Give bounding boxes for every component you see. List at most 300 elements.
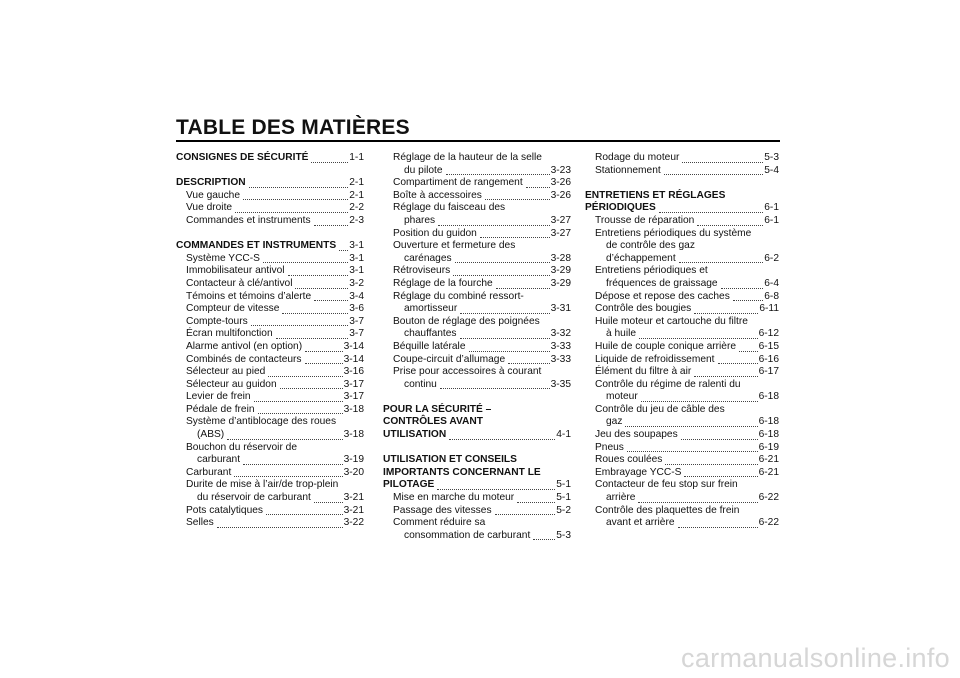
toc-entry[interactable] bbox=[585, 517, 779, 530]
toc-entry-title: CONSIGNES DE SÉCURITÉ bbox=[176, 152, 309, 163]
toc-leader-dots bbox=[234, 476, 342, 477]
toc-page-number: 5-2 bbox=[556, 504, 571, 516]
toc-section-heading[interactable] bbox=[585, 202, 779, 215]
toc-entry[interactable] bbox=[383, 517, 571, 530]
toc-entry[interactable] bbox=[585, 404, 779, 417]
toc-entry-title: COMMANDES ET INSTRUMENTS bbox=[176, 240, 337, 252]
toc-entry[interactable] bbox=[383, 303, 571, 316]
toc-entry[interactable] bbox=[383, 177, 571, 190]
toc-entry-title: Trousse de réparation bbox=[595, 214, 695, 226]
toc-entry[interactable] bbox=[383, 505, 571, 518]
toc-entry[interactable] bbox=[383, 354, 571, 367]
toc-entry[interactable] bbox=[383, 202, 571, 215]
toc-entry-title: Compteur de vitesse bbox=[186, 303, 280, 315]
toc-page-number: 3-26 bbox=[550, 177, 571, 189]
toc-leader-dots bbox=[508, 363, 549, 364]
toc-page-number: 3-28 bbox=[550, 252, 571, 264]
toc-entry-title: Combinés de contacteurs bbox=[186, 353, 302, 365]
toc-entry-title: Carburant bbox=[186, 466, 232, 478]
toc-leader-dots bbox=[739, 351, 758, 352]
toc-leader-dots bbox=[295, 288, 348, 289]
toc-entry-title: d’échappement bbox=[606, 252, 676, 264]
toc-leader-dots bbox=[314, 225, 349, 226]
toc-page-number: 3-7 bbox=[349, 328, 364, 340]
toc-entry[interactable] bbox=[383, 240, 571, 253]
toc-page-number: 1-1 bbox=[349, 152, 364, 163]
toc-entry[interactable] bbox=[383, 278, 571, 291]
toc-entry-title: Réglage de la fourche bbox=[393, 277, 493, 289]
toc-page-number: 3-20 bbox=[343, 466, 364, 478]
toc-page-number: 3-17 bbox=[343, 378, 364, 390]
toc-spacer bbox=[176, 165, 364, 178]
toc-leader-dots bbox=[440, 388, 550, 389]
toc-entry[interactable] bbox=[383, 530, 571, 543]
toc-entry-title: Entretiens périodiques du système bbox=[595, 227, 752, 239]
toc-entry[interactable] bbox=[383, 366, 571, 379]
toc-leader-dots bbox=[266, 514, 343, 515]
toc-leader-dots bbox=[526, 187, 550, 188]
toc-page-number: 6-18 bbox=[758, 429, 779, 441]
toc-leader-dots bbox=[449, 439, 555, 440]
toc-entry-title: Écran multifonction bbox=[186, 328, 273, 340]
toc-leader-dots bbox=[339, 250, 348, 251]
toc-page-number: 3-1 bbox=[349, 240, 364, 252]
toc-entry-title: Stationnement bbox=[595, 164, 661, 176]
toc-entry[interactable] bbox=[176, 215, 364, 228]
toc-entry[interactable] bbox=[176, 303, 364, 316]
toc-entry[interactable] bbox=[585, 479, 779, 492]
toc-entry[interactable] bbox=[176, 265, 364, 278]
toc-entry[interactable] bbox=[176, 278, 364, 291]
toc-leader-dots bbox=[694, 376, 757, 377]
toc-spacer bbox=[383, 391, 571, 404]
toc-entry[interactable] bbox=[176, 190, 364, 203]
toc-leader-dots bbox=[280, 388, 343, 389]
toc-entry-title: DESCRIPTION bbox=[176, 177, 246, 189]
toc-leader-dots bbox=[480, 237, 550, 238]
toc-page-number: 6-8 bbox=[764, 290, 779, 302]
toc-entry-title: Bouton de réglage des poignées bbox=[393, 315, 540, 327]
toc-entry[interactable] bbox=[585, 165, 779, 178]
toc-page-number: 6-17 bbox=[758, 366, 779, 378]
toc-entry[interactable] bbox=[585, 492, 779, 505]
toc-entry-title: Pédale de frein bbox=[186, 403, 255, 415]
toc-page-number: 5-3 bbox=[764, 152, 779, 163]
toc-entry[interactable] bbox=[585, 215, 779, 228]
toc-entry-title: Compte-tours bbox=[186, 315, 248, 327]
toc-entry-title: Réglage du combiné ressort- bbox=[393, 290, 524, 302]
toc-entry-title: Immobilisateur antivol bbox=[186, 265, 285, 277]
toc-section-heading[interactable] bbox=[383, 429, 571, 442]
toc-leader-dots bbox=[517, 502, 555, 503]
toc-page-number: 2-1 bbox=[349, 189, 364, 201]
toc-entry-title: Boîte à accessoires bbox=[393, 189, 482, 201]
toc-entry[interactable] bbox=[176, 517, 364, 530]
toc-entry[interactable] bbox=[585, 265, 779, 278]
toc-page-number: 2-2 bbox=[349, 202, 364, 214]
toc-entry[interactable] bbox=[383, 215, 571, 228]
toc-entry[interactable] bbox=[585, 354, 779, 367]
toc-entry-title: Pots catalytiques bbox=[186, 504, 264, 516]
toc-page-number: 3-16 bbox=[343, 366, 364, 378]
toc-entry[interactable] bbox=[585, 341, 779, 354]
toc-entry[interactable] bbox=[585, 366, 779, 379]
toc-entry[interactable] bbox=[176, 454, 364, 467]
toc-page-number: 6-22 bbox=[758, 492, 779, 504]
toc-entry[interactable] bbox=[383, 265, 571, 278]
toc-leader-dots bbox=[495, 514, 556, 515]
toc-entry-title: Rétroviseurs bbox=[393, 265, 451, 277]
toc-entry-title: Béquille latérale bbox=[393, 340, 466, 352]
toc-entry[interactable] bbox=[585, 278, 779, 291]
toc-entry-title: Bouchon du réservoir de bbox=[186, 441, 297, 453]
toc-leader-dots bbox=[276, 338, 349, 339]
toc-entry[interactable] bbox=[585, 303, 779, 316]
toc-leader-dots bbox=[305, 351, 343, 352]
toc-leader-dots bbox=[659, 212, 764, 213]
toc-leader-dots bbox=[305, 363, 343, 364]
toc-page-number: 6-1 bbox=[764, 214, 779, 226]
toc-entry-title: consommation de carburant bbox=[404, 529, 531, 541]
toc-entry[interactable] bbox=[585, 467, 779, 480]
toc-page-number: 6-15 bbox=[758, 340, 779, 352]
toc-leader-dots bbox=[311, 162, 348, 163]
toc-entry-title: Comment réduire sa bbox=[393, 517, 486, 529]
toc-entry[interactable] bbox=[176, 467, 364, 480]
toc-leader-dots bbox=[641, 401, 758, 402]
toc-page-number: 6-22 bbox=[758, 517, 779, 529]
toc-page-number: 3-23 bbox=[550, 164, 571, 176]
toc-leader-dots bbox=[282, 313, 348, 314]
toc-page-number: 3-18 bbox=[343, 403, 364, 415]
toc-leader-dots bbox=[533, 539, 555, 540]
toc-page-number: 3-2 bbox=[349, 277, 364, 289]
toc-entry[interactable] bbox=[176, 253, 364, 266]
toc-entry[interactable] bbox=[585, 240, 779, 253]
toc-page-number: 3-29 bbox=[550, 277, 571, 289]
toc-entry[interactable] bbox=[176, 492, 364, 505]
toc-entry-title: Témoins et témoins d’alerte bbox=[186, 290, 312, 302]
toc-entry[interactable] bbox=[585, 505, 779, 518]
toc-page-number: 5-4 bbox=[764, 164, 779, 176]
toc-entry-title: Réglage de la hauteur de la selle bbox=[393, 152, 542, 163]
toc-page-number: 6-11 bbox=[759, 303, 779, 315]
toc-section-heading[interactable] bbox=[176, 177, 364, 190]
toc-page-number: 6-21 bbox=[758, 454, 779, 466]
toc-entry-title: UTILISATION bbox=[383, 429, 447, 441]
toc-leader-dots bbox=[681, 439, 758, 440]
toc-leader-dots bbox=[460, 313, 549, 314]
toc-leader-dots bbox=[697, 225, 763, 226]
toc-entry[interactable] bbox=[585, 152, 779, 165]
toc-page-number: 6-16 bbox=[758, 353, 779, 365]
toc-section-heading[interactable] bbox=[383, 454, 571, 467]
toc-leader-dots bbox=[733, 300, 763, 301]
toc-leader-dots bbox=[235, 212, 348, 213]
toc-entry-title: Élément du filtre à air bbox=[595, 366, 692, 378]
toc-leader-dots bbox=[314, 502, 343, 503]
toc-entry-title: POUR LA SÉCURITÉ – bbox=[383, 403, 492, 415]
toc-leader-dots bbox=[455, 262, 550, 263]
toc-entry-title: chauffantes bbox=[404, 328, 457, 340]
toc-entry[interactable] bbox=[176, 379, 364, 392]
toc-leader-dots bbox=[243, 464, 343, 465]
toc-leader-dots bbox=[684, 476, 757, 477]
toc-entry-title: Selles bbox=[186, 517, 214, 529]
toc-entry-title: Contrôle du jeu de câble des bbox=[595, 403, 725, 415]
toc-entry-title: Sélecteur au pied bbox=[186, 366, 266, 378]
toc-entry-title: Contrôle des plaquettes de frein bbox=[595, 504, 740, 516]
toc-entry[interactable] bbox=[176, 291, 364, 304]
toc-page-number: 3-33 bbox=[550, 353, 571, 365]
toc-page-number: 6-2 bbox=[764, 252, 779, 264]
toc-entry-title: moteur bbox=[606, 391, 638, 403]
toc-page-number: 4-1 bbox=[556, 429, 571, 441]
toc-leader-dots bbox=[664, 174, 764, 175]
toc-entry-title: Compartiment de rangement bbox=[393, 177, 523, 189]
toc-entry-title: Pneus bbox=[595, 441, 624, 453]
toc-section-heading[interactable] bbox=[383, 404, 571, 417]
toc-spacer bbox=[383, 442, 571, 455]
toc-leader-dots bbox=[314, 300, 348, 301]
toc-page-number: 5-3 bbox=[556, 529, 571, 541]
toc-page-number: 3-7 bbox=[349, 315, 364, 327]
toc-leader-dots bbox=[718, 363, 758, 364]
toc-entry-title: (ABS) bbox=[197, 429, 225, 441]
toc-page-number: 6-18 bbox=[758, 391, 779, 403]
toc-page-number: 3-4 bbox=[349, 290, 364, 302]
toc-entry[interactable] bbox=[585, 253, 779, 266]
toc-page-number: 3-35 bbox=[550, 378, 571, 390]
toc-entry-title: Alarme antivol (en option) bbox=[186, 340, 303, 352]
toc-leader-dots bbox=[217, 527, 343, 528]
toc-leader-dots bbox=[665, 464, 757, 465]
toc-entry-title: arrière bbox=[606, 492, 636, 504]
toc-entry-title: Huile de couple conique arrière bbox=[595, 340, 737, 352]
toc-entry-title: de contrôle des gaz bbox=[606, 240, 695, 252]
toc-entry[interactable] bbox=[585, 328, 779, 341]
toc-page-number: 3-26 bbox=[550, 189, 571, 201]
toc-entry[interactable] bbox=[383, 152, 571, 165]
toc-spacer bbox=[585, 177, 779, 190]
toc-entry[interactable] bbox=[176, 341, 364, 354]
toc-entry-title: Liquide de refroidissement bbox=[595, 353, 715, 365]
toc-page-number: 3-31 bbox=[550, 303, 571, 315]
toc-entry[interactable] bbox=[383, 316, 571, 329]
toc-leader-dots bbox=[485, 199, 550, 200]
toc-entry-title: Levier de frein bbox=[186, 391, 251, 403]
toc-page-number: 3-32 bbox=[550, 328, 571, 340]
toc-entry-title: Rodage du moteur bbox=[595, 152, 680, 163]
toc-entry-title: continu bbox=[404, 378, 437, 390]
toc-leader-dots bbox=[249, 187, 349, 188]
toc-page-number: 3-1 bbox=[349, 265, 364, 277]
toc-page-number: 3-27 bbox=[550, 214, 571, 226]
toc-leader-dots bbox=[268, 376, 342, 377]
toc-entry[interactable] bbox=[585, 391, 779, 404]
toc-entry-title: IMPORTANTS CONCERNANT LE bbox=[383, 466, 541, 478]
toc-entry[interactable] bbox=[585, 416, 779, 429]
toc-entry[interactable] bbox=[383, 328, 571, 341]
toc-entry-title: du pilote bbox=[404, 164, 443, 176]
toc-entry-title: Vue gauche bbox=[186, 189, 241, 201]
toc-leader-dots bbox=[446, 174, 550, 175]
toc-entry-title: Passage des vitesses bbox=[393, 504, 492, 516]
toc-page-number: 6-18 bbox=[758, 416, 779, 428]
toc-entry-title: gaz bbox=[606, 416, 623, 428]
toc-entry[interactable] bbox=[383, 165, 571, 178]
toc-section-heading[interactable] bbox=[383, 479, 571, 492]
watermark: carmanualsonline.info bbox=[681, 643, 950, 673]
toc-entry-title: phares bbox=[404, 214, 436, 226]
toc-page-number: 6-4 bbox=[764, 277, 779, 289]
toc-entry[interactable] bbox=[383, 253, 571, 266]
toc-entry-title: Contacteur à clé/antivol bbox=[186, 277, 293, 289]
toc-entry[interactable] bbox=[383, 291, 571, 304]
toc-leader-dots bbox=[469, 351, 550, 352]
toc-leader-dots bbox=[627, 451, 758, 452]
toc-leader-dots bbox=[678, 527, 758, 528]
toc-entry-title: Sélecteur au guidon bbox=[186, 378, 277, 390]
toc-entry-title: Contacteur de feu stop sur frein bbox=[595, 479, 738, 491]
toc-entry[interactable] bbox=[176, 416, 364, 429]
toc-leader-dots bbox=[258, 413, 343, 414]
toc-entry[interactable] bbox=[176, 391, 364, 404]
toc-column-1 bbox=[176, 152, 364, 530]
toc-page-number: 6-12 bbox=[758, 328, 779, 340]
toc-entry[interactable] bbox=[176, 429, 364, 442]
toc-page-number: 3-33 bbox=[550, 340, 571, 352]
toc-entry[interactable] bbox=[383, 190, 571, 203]
toc-entry-title: Ouverture et fermeture des bbox=[393, 240, 516, 252]
toc-entry-title: Vue droite bbox=[186, 202, 233, 214]
toc-section-heading[interactable] bbox=[383, 467, 571, 480]
toc-entry-title: Coupe-circuit d’allumage bbox=[393, 353, 506, 365]
toc-section-heading[interactable] bbox=[176, 240, 364, 253]
toc-entry[interactable] bbox=[585, 228, 779, 241]
toc-entry[interactable] bbox=[176, 354, 364, 367]
toc-entry[interactable] bbox=[585, 442, 779, 455]
toc-entry[interactable] bbox=[383, 341, 571, 354]
toc-page-number: 3-17 bbox=[343, 391, 364, 403]
toc-section-heading[interactable] bbox=[585, 190, 779, 203]
toc-entry[interactable] bbox=[585, 316, 779, 329]
toc-entry[interactable] bbox=[383, 379, 571, 392]
toc-page-number: 5-1 bbox=[556, 492, 571, 504]
title-rule bbox=[176, 140, 780, 142]
toc-page-number: 6-1 bbox=[764, 202, 779, 214]
toc-entry[interactable] bbox=[176, 316, 364, 329]
toc-page-number: 6-21 bbox=[758, 466, 779, 478]
toc-page-number: 2-1 bbox=[349, 177, 364, 189]
toc-entry-title: Embrayage YCC-S bbox=[595, 466, 682, 478]
toc-entry-title: Contrôle du régime de ralenti du bbox=[595, 378, 741, 390]
toc-leader-dots bbox=[288, 275, 349, 276]
toc-entry-title: fréquences de graissage bbox=[606, 277, 718, 289]
toc-section-heading[interactable] bbox=[176, 152, 364, 165]
toc-leader-dots bbox=[437, 489, 555, 490]
toc-section-heading[interactable] bbox=[383, 416, 571, 429]
toc-entry-title: Entretiens périodiques et bbox=[595, 265, 708, 277]
page-title: TABLE DES MATIÈRES bbox=[176, 116, 410, 139]
toc-entry[interactable] bbox=[383, 228, 571, 241]
toc-entry-title: amortisseur bbox=[404, 303, 458, 315]
toc-entry-title: Dépose et repose des caches bbox=[595, 290, 730, 302]
toc-page-number: 3-1 bbox=[349, 252, 364, 264]
toc-column-3 bbox=[585, 152, 779, 530]
toc-page-number: 3-21 bbox=[343, 504, 364, 516]
toc-entry-title: Réglage du faisceau des bbox=[393, 202, 506, 214]
toc-entry-title: Mise en marche du moteur bbox=[393, 492, 515, 504]
toc-entry-title: Durite de mise à l’air/de trop-plein bbox=[186, 479, 339, 491]
toc-entry[interactable] bbox=[176, 505, 364, 518]
toc-entry-title: Système YCC-S bbox=[186, 252, 260, 264]
toc-entry[interactable] bbox=[176, 366, 364, 379]
toc-entry-title: Contrôle des bougies bbox=[595, 303, 692, 315]
toc-entry-title: CONTRÔLES AVANT bbox=[383, 416, 483, 428]
toc-spacer bbox=[176, 228, 364, 241]
toc-page-number: 3-18 bbox=[343, 429, 364, 441]
toc-leader-dots bbox=[721, 288, 764, 289]
toc-entry[interactable] bbox=[585, 454, 779, 467]
toc-entry-title: PILOTAGE bbox=[383, 479, 435, 491]
toc-entry-title: PÉRIODIQUES bbox=[585, 202, 656, 214]
toc-entry-title: Jeu des soupapes bbox=[595, 429, 678, 441]
toc-leader-dots bbox=[453, 275, 549, 276]
toc-entry-title: Prise pour accessoires à courant bbox=[393, 366, 542, 378]
toc-entry-title: Huile moteur et cartouche du filtre bbox=[595, 315, 748, 327]
toc-entry-title: à huile bbox=[606, 328, 637, 340]
toc-leader-dots bbox=[496, 288, 550, 289]
toc-page-number: 3-27 bbox=[550, 227, 571, 239]
toc-entry[interactable] bbox=[176, 202, 364, 215]
toc-leader-dots bbox=[638, 502, 757, 503]
toc-page-number: 6-19 bbox=[758, 441, 779, 453]
toc-entry[interactable] bbox=[176, 479, 364, 492]
toc-leader-dots bbox=[251, 325, 349, 326]
toc-entry-title: Position du guidon bbox=[393, 227, 477, 239]
toc-entry[interactable] bbox=[383, 492, 571, 505]
toc-page-number: 3-14 bbox=[343, 353, 364, 365]
toc-leader-dots bbox=[679, 262, 764, 263]
toc-entry-title: Commandes et instruments bbox=[186, 214, 311, 226]
toc-entry-title: Roues coulées bbox=[595, 454, 663, 466]
toc-entry[interactable] bbox=[585, 379, 779, 392]
toc-page-number: 3-14 bbox=[343, 340, 364, 352]
toc-leader-dots bbox=[460, 338, 550, 339]
toc-entry-title: UTILISATION ET CONSEILS bbox=[383, 454, 517, 466]
toc-leader-dots bbox=[438, 225, 549, 226]
toc-leader-dots bbox=[243, 199, 348, 200]
toc-page-number: 3-21 bbox=[343, 492, 364, 504]
toc-entry[interactable] bbox=[176, 442, 364, 455]
toc-entry-title: du réservoir de carburant bbox=[197, 492, 311, 504]
toc-page-number: 3-22 bbox=[343, 517, 364, 529]
toc-leader-dots bbox=[694, 313, 758, 314]
toc-entry-title: ENTRETIENS ET RÉGLAGES bbox=[585, 189, 726, 201]
toc-leader-dots bbox=[682, 162, 763, 163]
toc-leader-dots bbox=[254, 401, 343, 402]
toc-leader-dots bbox=[625, 426, 757, 427]
toc-entry[interactable] bbox=[585, 429, 779, 442]
toc-entry[interactable] bbox=[176, 328, 364, 341]
toc-page-number: 5-1 bbox=[556, 479, 571, 491]
toc-entry[interactable] bbox=[176, 404, 364, 417]
toc-entry[interactable] bbox=[585, 291, 779, 304]
toc-entry-title: Système d’antiblocage des roues bbox=[186, 416, 337, 428]
toc-entry-title: carénages bbox=[404, 252, 452, 264]
toc-entry-title: avant et arrière bbox=[606, 517, 675, 529]
